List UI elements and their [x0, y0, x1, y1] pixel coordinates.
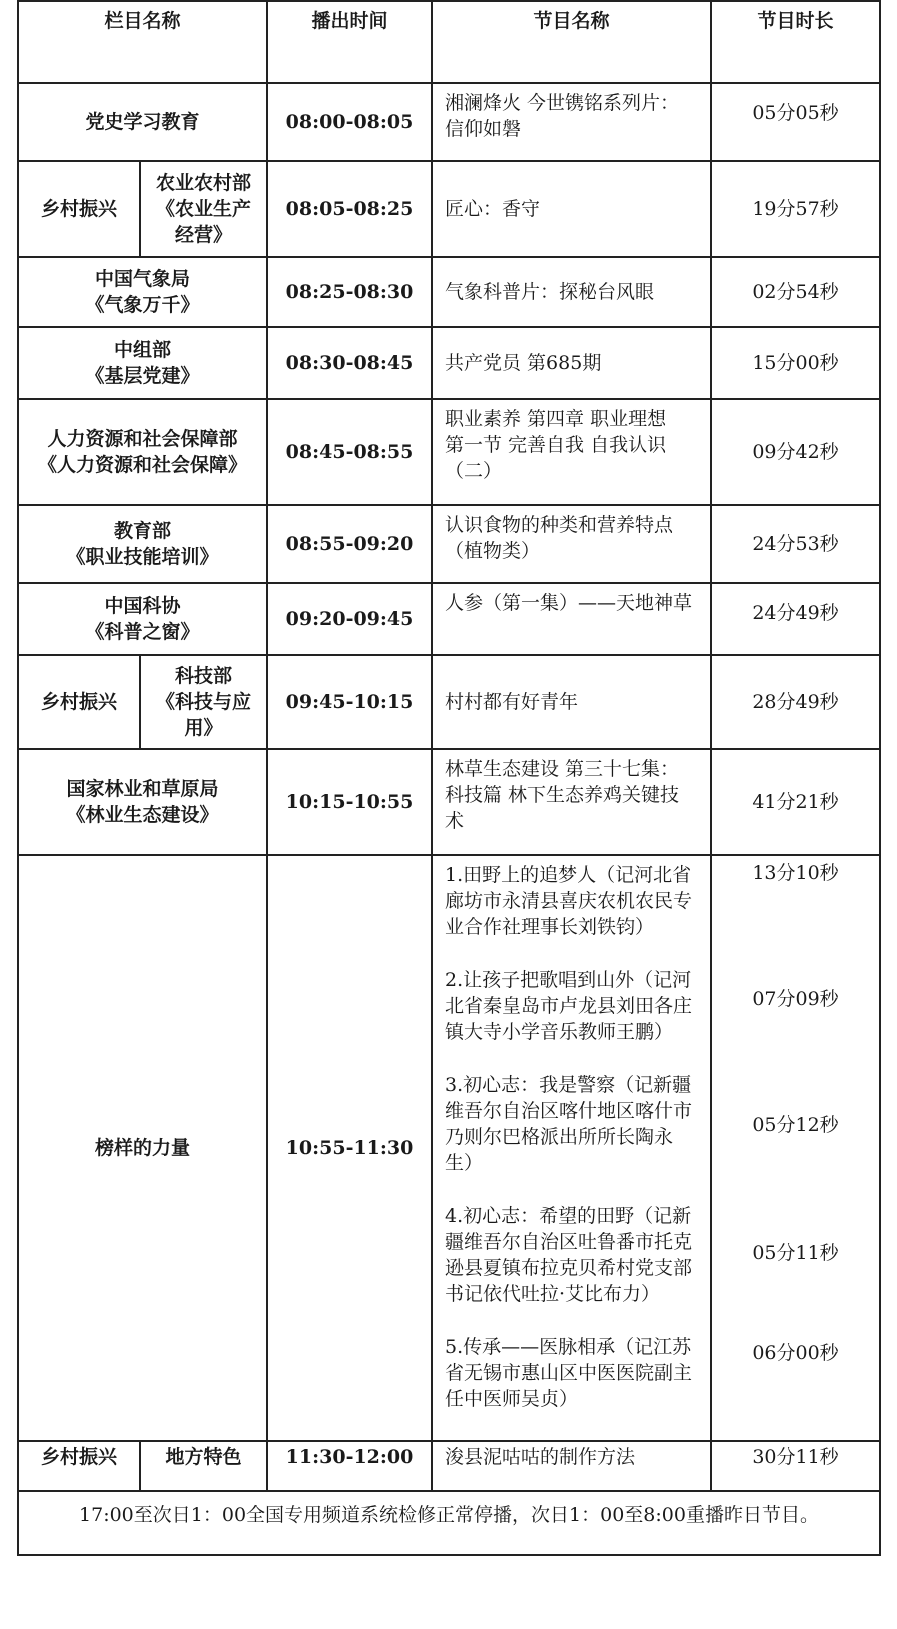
list-item: 2.让孩子把歌唱到山外（记河 北省秦皇岛市卢龙县刘田各庄 镇大寺小学音乐教师王鹏）: [445, 969, 693, 1043]
duration: 05分05秒: [711, 83, 880, 161]
header-program: 节目名称: [432, 1, 711, 83]
duration: 24分53秒: [711, 505, 880, 583]
schedule-table: [17, 0, 881, 1556]
table-row: [18, 257, 880, 327]
program-name: 认识食物的种类和营养特点 （植物类）: [432, 505, 711, 583]
program-name: 气象科普片：探秘台风眼: [432, 257, 711, 327]
air-time: 08:45-08:55: [267, 399, 432, 505]
list-item: 5.传承——医脉相承（记江苏 省无锡市惠山区中医医院副主 任中医师吴贞）: [445, 1336, 693, 1410]
column-name: 科技部 《科技与应 用》: [140, 655, 267, 749]
duration: 28分49秒: [711, 655, 880, 749]
header-duration: 节目时长: [711, 1, 880, 83]
header-row: [18, 1, 880, 83]
program-name: 共产党员 第685期: [432, 327, 711, 399]
duration: 05分11秒: [752, 1242, 839, 1264]
duration: 05分12秒: [752, 1114, 839, 1136]
program-name: 林草生态建设 第三十七集： 科技篇 林下生态养鸡关键技 术: [432, 749, 711, 855]
column-name: 人力资源和社会保障部 《人力资源和社会保障》: [18, 399, 267, 505]
table-row: [18, 583, 880, 655]
duration: 02分54秒: [711, 257, 880, 327]
duration: 07分09秒: [752, 988, 839, 1010]
table-row: [18, 161, 880, 257]
duration: 09分42秒: [711, 399, 880, 505]
header-time: 播出时间: [267, 1, 432, 83]
duration: 15分00秒: [711, 327, 880, 399]
group-name: 乡村振兴: [18, 161, 140, 257]
air-time: 11:30-12:00: [267, 1441, 432, 1491]
column-name: 榜样的力量: [18, 855, 267, 1441]
column-name: 国家林业和草原局 《林业生态建设》: [18, 749, 267, 855]
program-name: 浚县泥咕咕的制作方法: [432, 1441, 711, 1491]
air-time: 10:15-10:55: [267, 749, 432, 855]
column-name: 中国气象局 《气象万千》: [18, 257, 267, 327]
program-name: 人参（第一集）——天地神草: [432, 583, 711, 655]
duration: 13分10秒: [752, 862, 839, 884]
table-row: [18, 399, 880, 505]
duration: 41分21秒: [711, 749, 880, 855]
list-item: 3.初心志：我是警察（记新疆 维吾尔自治区喀什地区喀什市 乃则尔巴格派出所所长陶永 生）: [445, 1074, 693, 1174]
program-name: 职业素养 第四章 职业理想 第一节 完善自我 自我认识 （二）: [432, 399, 711, 505]
duration: 19分57秒: [711, 161, 880, 257]
duration-list: [711, 855, 880, 1441]
duration: 30分11秒: [711, 1441, 880, 1491]
air-time: 08:30-08:45: [267, 327, 432, 399]
list-item: 4.初心志：希望的田野（记新 疆维吾尔自治区吐鲁番市托克 逊县夏镇布拉克贝希村党支部 书记依代吐拉·艾比布力）: [445, 1205, 693, 1305]
air-time: 10:55-11:30: [267, 855, 432, 1441]
column-name: 党史学习教育: [18, 83, 267, 161]
table-row: [18, 83, 880, 161]
air-time: 08:25-08:30: [267, 257, 432, 327]
program-name: 村村都有好青年: [432, 655, 711, 749]
table-row: [18, 749, 880, 855]
air-time: 08:05-08:25: [267, 161, 432, 257]
duration: 06分00秒: [752, 1342, 839, 1364]
table-row: [18, 327, 880, 399]
table-row: [18, 655, 880, 749]
column-name: 地方特色: [140, 1441, 267, 1491]
table-row: [18, 1441, 880, 1491]
air-time: 09:20-09:45: [267, 583, 432, 655]
column-name: 教育部 《职业技能培训》: [18, 505, 267, 583]
footer-row: [18, 1491, 880, 1555]
column-name: 中组部 《基层党建》: [18, 327, 267, 399]
program-name: 湘澜烽火 今世镌铭系列片： 信仰如磐: [432, 83, 711, 161]
air-time: 08:55-09:20: [267, 505, 432, 583]
header-column: 栏目名称: [18, 1, 267, 83]
group-name: 乡村振兴: [18, 1441, 140, 1491]
column-name: 农业农村部 《农业生产 经营》: [140, 161, 267, 257]
table-row: [18, 505, 880, 583]
role-model-row: [18, 855, 880, 1441]
footer-note: 17:00至次日1：00全国专用频道系统检修正常停播，次日1：00至8:00重播昨日节目。: [18, 1491, 880, 1555]
air-time: 09:45-10:15: [267, 655, 432, 749]
list-item: 1.田野上的追梦人（记河北省 廊坊市永清县喜庆农机农民专 业合作社理事长刘铁钧）: [445, 864, 693, 938]
column-name: 中国科协 《科普之窗》: [18, 583, 267, 655]
air-time: 08:00-08:05: [267, 83, 432, 161]
program-name: 匠心：香守: [432, 161, 711, 257]
program-list: [432, 855, 711, 1441]
group-name: 乡村振兴: [18, 655, 140, 749]
duration: 24分49秒: [711, 583, 880, 655]
